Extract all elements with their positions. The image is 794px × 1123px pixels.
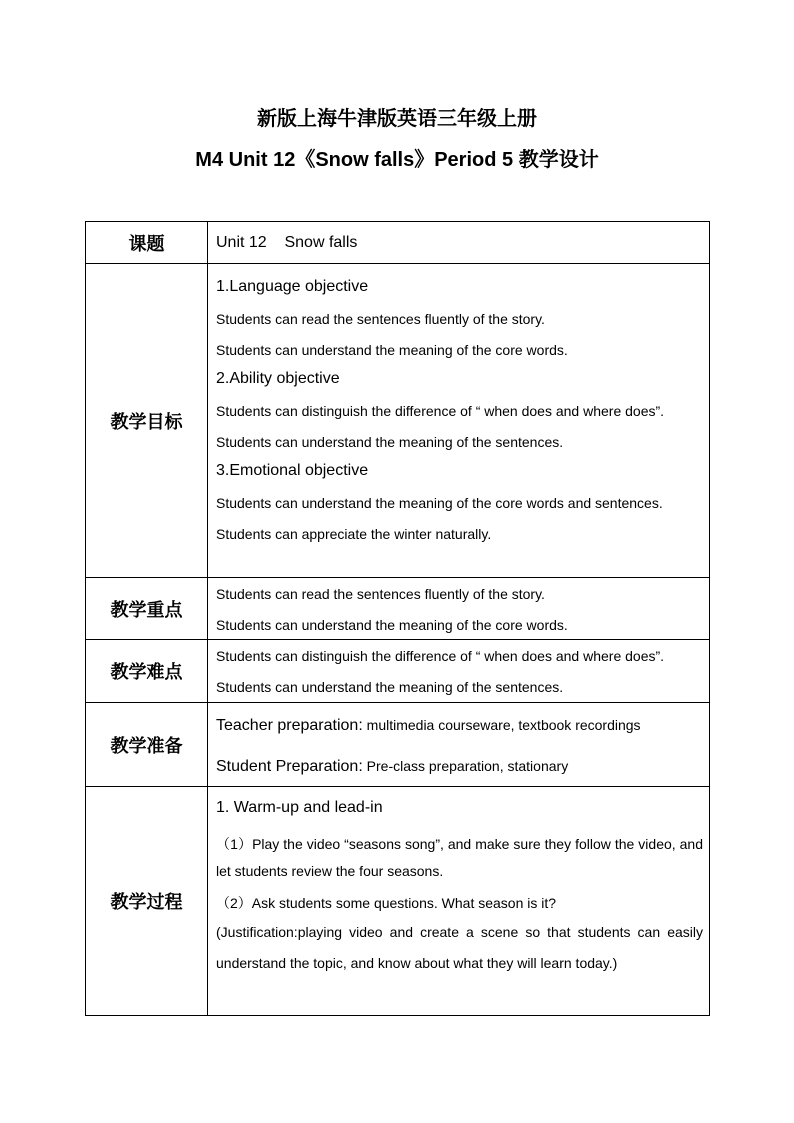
row-objectives [86, 264, 710, 578]
objective-line: Students can understand the meaning of the core words and sentences. [216, 495, 663, 511]
label-difficulties: 教学难点 [86, 640, 208, 703]
objective-line: Students can distinguish the difference of “ when does and where does”. [216, 403, 665, 419]
row-topic [86, 222, 710, 264]
topic-value: Unit 12 Snow falls [216, 233, 358, 251]
key-point-line: Students can understand the meaning of the core words. [216, 617, 568, 633]
lesson-plan-table [85, 221, 710, 1016]
objective-line: Students can understand the meaning of the sentences. [216, 434, 564, 450]
process-step-1: （1）Play the video “seasons song”, and make sure they follow the video, and let students review the four seasons. [216, 836, 703, 879]
teacher-preparation-value: multimedia courseware, textbook recordings [362, 717, 641, 733]
objective-line: Students can appreciate the winter naturally. [216, 526, 492, 542]
difficulty-line: Students can distinguish the difference of “ when does and where does”. [216, 648, 665, 664]
document-title: 新版上海牛津版英语三年级上册 [257, 108, 537, 130]
label-preparation: 教学准备 [86, 703, 208, 787]
process-justification: (Justification:playing video and create a scene so that students can easily understand the topic, and know about what they will learn today.) [216, 924, 703, 971]
student-preparation-value: Pre-class preparation, stationary [362, 758, 569, 774]
label-key-points: 教学重点 [86, 578, 208, 640]
objective-heading-emotional: 3.Emotional objective [216, 462, 369, 479]
teacher-preparation-label: Teacher preparation: [216, 717, 363, 734]
process-step-2: （2）Ask students some questions. What season is it? [216, 895, 557, 911]
label-objectives: 教学目标 [86, 264, 208, 578]
row-process [86, 787, 710, 1016]
process-heading-warmup: 1. Warm-up and lead-in [216, 799, 383, 816]
row-difficulties [86, 640, 710, 703]
objective-heading-language: 1.Language objective [216, 278, 369, 295]
student-preparation [216, 756, 703, 778]
row-key-points [86, 578, 710, 640]
key-point-line: Students can read the sentences fluently of the story. [216, 586, 545, 602]
objective-heading-ability: 2.Ability objective [216, 370, 340, 387]
label-topic: 课题 [86, 222, 208, 264]
objective-line: Students can understand the meaning of the core words. [216, 342, 568, 358]
row-preparation [86, 703, 710, 787]
difficulty-line: Students can understand the meaning of the sentences. [216, 679, 564, 695]
document-subtitle: M4 Unit 12《Snow falls》Period 5 教学设计 [195, 149, 599, 171]
teacher-preparation [216, 715, 703, 737]
student-preparation-label: Student Preparation: [216, 758, 363, 775]
objective-line: Students can read the sentences fluently of the story. [216, 311, 545, 327]
label-process: 教学过程 [86, 787, 208, 1016]
